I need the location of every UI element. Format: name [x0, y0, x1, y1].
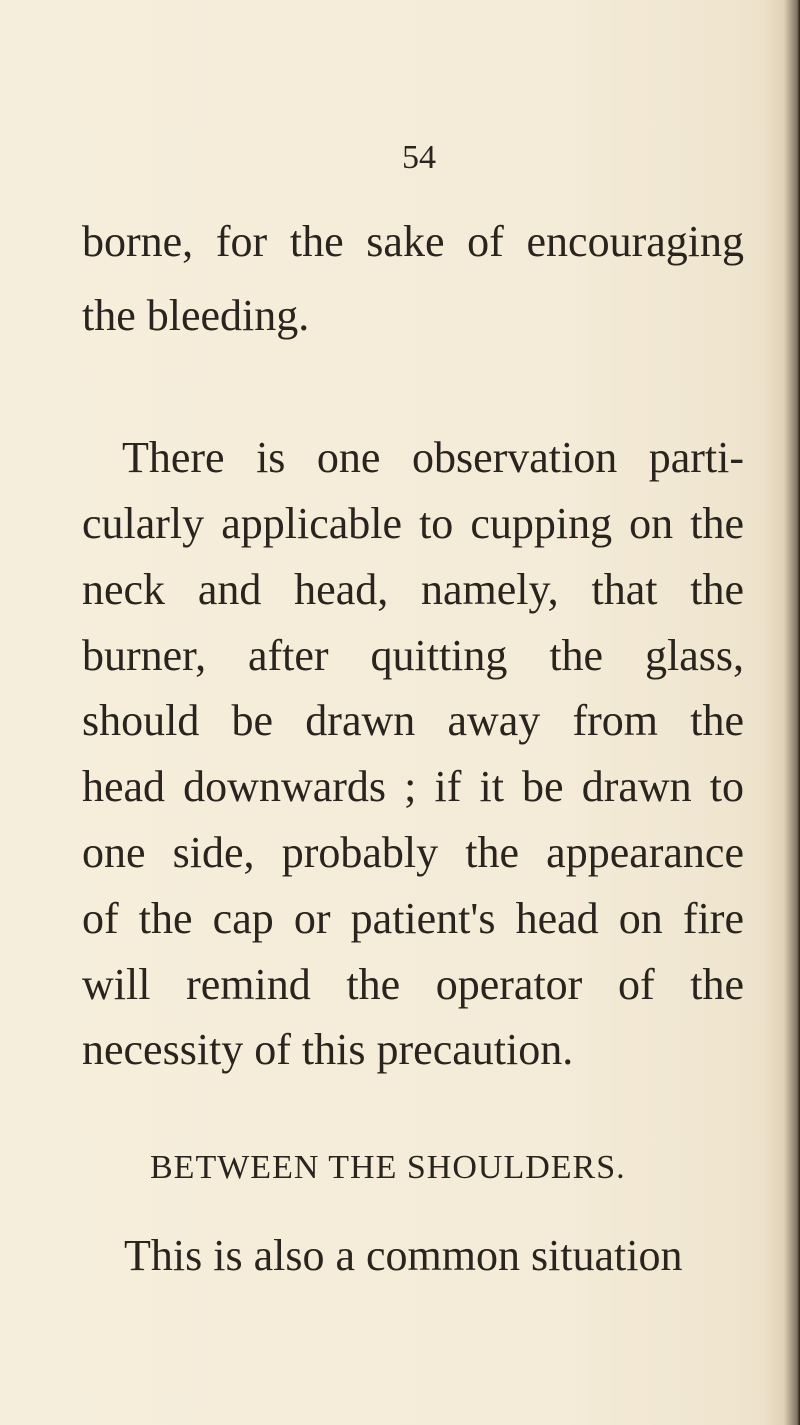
text-line: There is one observation parti-	[122, 433, 744, 482]
text-line: the bleeding.	[82, 291, 310, 340]
page-edge-shadow	[764, 0, 800, 1425]
page-number: 54	[402, 139, 436, 176]
section-heading: BETWEEN THE SHOULDERS.	[150, 1149, 626, 1186]
text-line: neck and head, namely, that the	[82, 565, 744, 614]
text-line: one side, probably the appearance	[82, 828, 744, 877]
text-line: burner, after quitting the glass,	[82, 631, 744, 680]
text-line: will remind the operator of the	[82, 960, 744, 1009]
text-line: This is also a common situation	[124, 1231, 683, 1280]
text-line: cularly applicable to cupping on the	[82, 499, 744, 548]
text-line: necessity of this precaution.	[82, 1025, 574, 1074]
text-line: of the cap or patient's head on fire	[82, 894, 744, 943]
text-line: head downwards ; if it be drawn to	[82, 762, 744, 811]
text-line: borne, for the sake of encouraging	[82, 217, 744, 266]
text-line: should be drawn away from the	[82, 696, 744, 745]
